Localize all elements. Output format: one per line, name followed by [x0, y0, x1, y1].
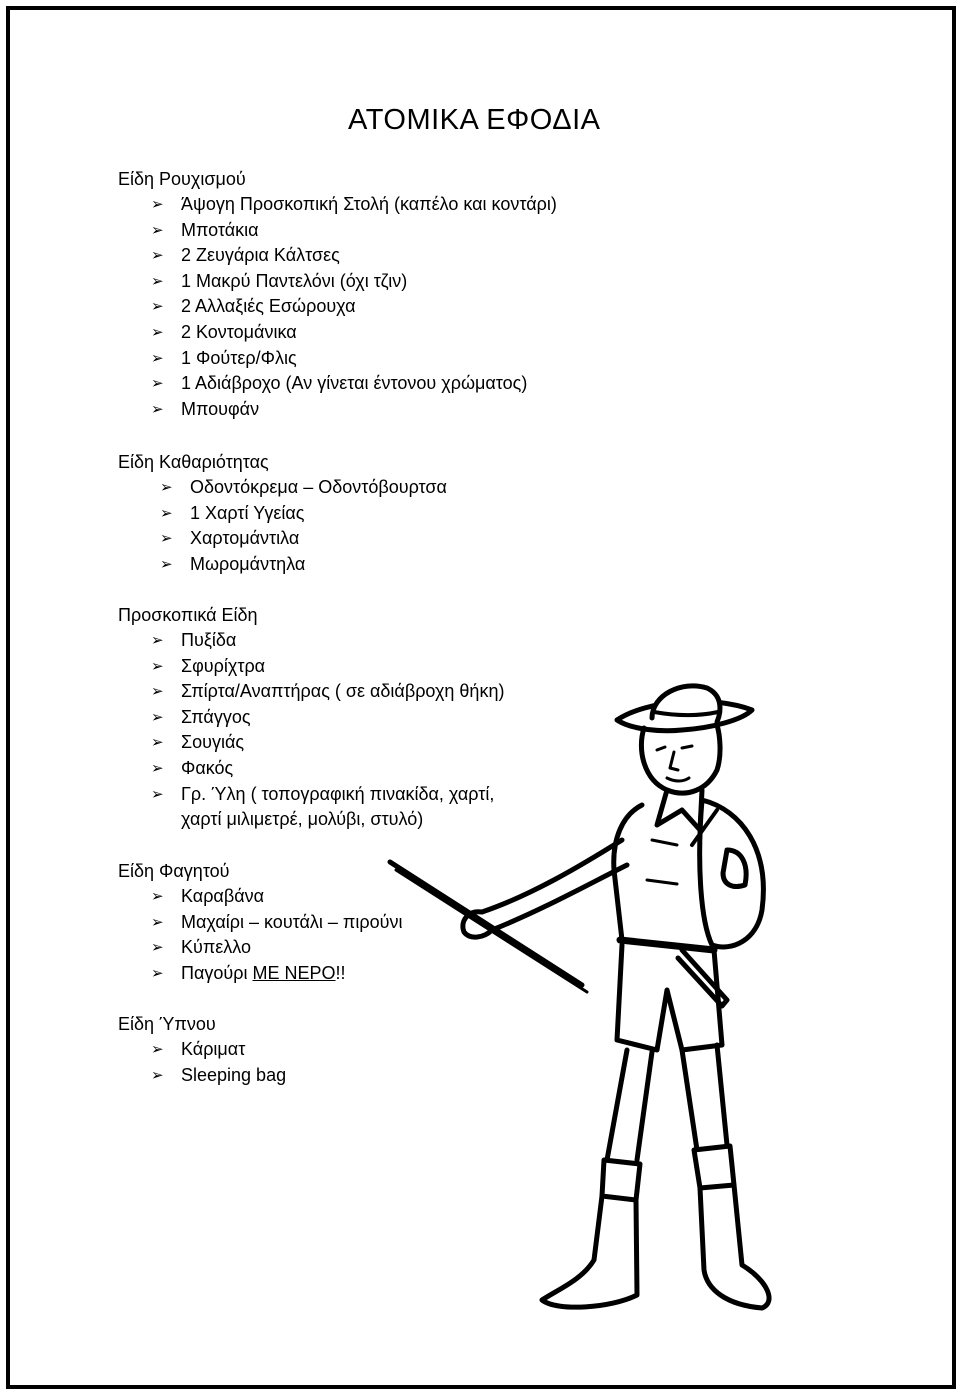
list-item: ➢ Μαχαίρι – κουτάλι – πιρούνι: [151, 910, 402, 936]
list-item: ➢ Καραβάνα: [151, 884, 402, 910]
arrow-bullet-icon: ➢: [151, 298, 164, 316]
list-item: ➢ Σπάγγος: [151, 705, 504, 731]
section-heading: Είδη Ρουχισμού: [118, 169, 246, 189]
arrow-bullet-icon: ➢: [151, 1041, 164, 1058]
section-clothing: [118, 166, 557, 422]
list-item: ➢ 1 Χαρτί Υγείας: [160, 501, 447, 527]
arrow-bullet-icon: ➢: [151, 375, 164, 393]
arrow-bullet-icon: ➢: [151, 734, 164, 752]
list-item: ➢ Πυξίδα: [151, 628, 504, 654]
list-item: ➢ Sleeping bag: [151, 1063, 286, 1089]
list-item: ➢ Σφυρίχτρα: [151, 654, 504, 680]
arrow-bullet-icon: ➢: [151, 323, 164, 341]
scout-illustration: [382, 640, 782, 1360]
list-item: ➢ Παγούρι ΜΕ ΝΕΡΟ!!: [151, 961, 402, 987]
list-item: ➢ 2 Κοντομάνικα: [151, 320, 557, 346]
list-item: ➢ Φακός: [151, 756, 504, 782]
arrow-bullet-icon: ➢: [151, 632, 164, 649]
hygiene-list: [118, 475, 447, 577]
arrow-bullet-icon: ➢: [151, 1066, 164, 1084]
list-item: ➢ Άψογη Προσκοπική Στολή (καπέλο και κοντάρι): [151, 192, 557, 218]
list-item: ➢ Γρ. Ύλη ( τοπογραφική πινακίδα, χαρτί,: [151, 782, 504, 808]
list-item: ➢ Χαρτομάντιλα: [160, 526, 447, 552]
arrow-bullet-icon: ➢: [151, 221, 164, 239]
arrow-bullet-icon: ➢: [151, 913, 164, 931]
arrow-bullet-icon: ➢: [151, 759, 164, 777]
underlined-emphasis: ΜΕ ΝΕΡΟ: [252, 962, 336, 983]
arrow-bullet-icon: ➢: [151, 657, 164, 675]
arrow-bullet-icon: ➢: [151, 349, 164, 367]
list-item: ➢ Κάριματ: [151, 1037, 286, 1063]
section-heading: Είδη Φαγητού: [118, 861, 230, 881]
clothing-list: [118, 192, 557, 422]
section-sleep: [118, 1011, 286, 1088]
list-item: ➢ Μωρομάντηλα: [160, 552, 447, 578]
arrow-bullet-icon: ➢: [151, 247, 164, 265]
section-hygiene: [118, 449, 447, 577]
arrow-bullet-icon: ➢: [151, 400, 164, 418]
arrow-bullet-icon: ➢: [151, 939, 164, 957]
list-item: ➢ Οδοντόκρεμα – Οδοντόβουρτσα: [160, 475, 447, 501]
section-heading: Είδη Καθαριότητας: [118, 452, 269, 472]
section-heading: Προσκοπικά Είδη: [118, 605, 258, 625]
list-item: ➢ Κύπελλο: [151, 935, 402, 961]
arrow-bullet-icon: ➢: [151, 785, 164, 803]
list-item: ➢ 1 Αδιάβροχο (Αν γίνεται έντονου χρώματος): [151, 371, 557, 397]
arrow-bullet-icon: ➢: [160, 504, 173, 522]
section-heading: Είδη Ύπνου: [118, 1014, 216, 1034]
list-item: ➢ Σουγιάς: [151, 730, 504, 756]
arrow-bullet-icon: ➢: [151, 888, 164, 905]
arrow-bullet-icon: ➢: [160, 479, 173, 496]
list-item: ➢ 1 Μακρύ Παντελόνι (όχι τζιν): [151, 269, 557, 295]
page-title: ΑΤΟΜΙΚΑ ΕΦΟΔΙΑ: [348, 104, 601, 136]
arrow-bullet-icon: ➢: [151, 196, 164, 213]
list-item: ➢ 2 Αλλαξιές Εσώρουχα: [151, 294, 557, 320]
list-item: ➢ Σπίρτα/Αναπτήρας ( σε αδιάβροχη θήκη): [151, 679, 504, 705]
arrow-bullet-icon: ➢: [151, 272, 164, 290]
section-food: [118, 858, 402, 986]
arrow-bullet-icon: ➢: [151, 964, 164, 982]
arrow-bullet-icon: ➢: [151, 708, 164, 726]
list-item-continuation: χαρτί μιλιμετρέ, μολύβι, στυλό): [181, 809, 424, 830]
list-item: ➢ Μποτάκια: [151, 218, 557, 244]
food-list: [118, 884, 402, 986]
sleep-list: [118, 1037, 286, 1088]
list-item: ➢ 2 Ζευγάρια Κάλτσες: [151, 243, 557, 269]
list-item: ➢ 1 Φούτερ/Φλις: [151, 346, 557, 372]
list-item: ➢ Μπουφάν: [151, 397, 557, 423]
arrow-bullet-icon: ➢: [151, 683, 164, 701]
arrow-bullet-icon: ➢: [160, 530, 173, 548]
arrow-bullet-icon: ➢: [160, 555, 173, 573]
